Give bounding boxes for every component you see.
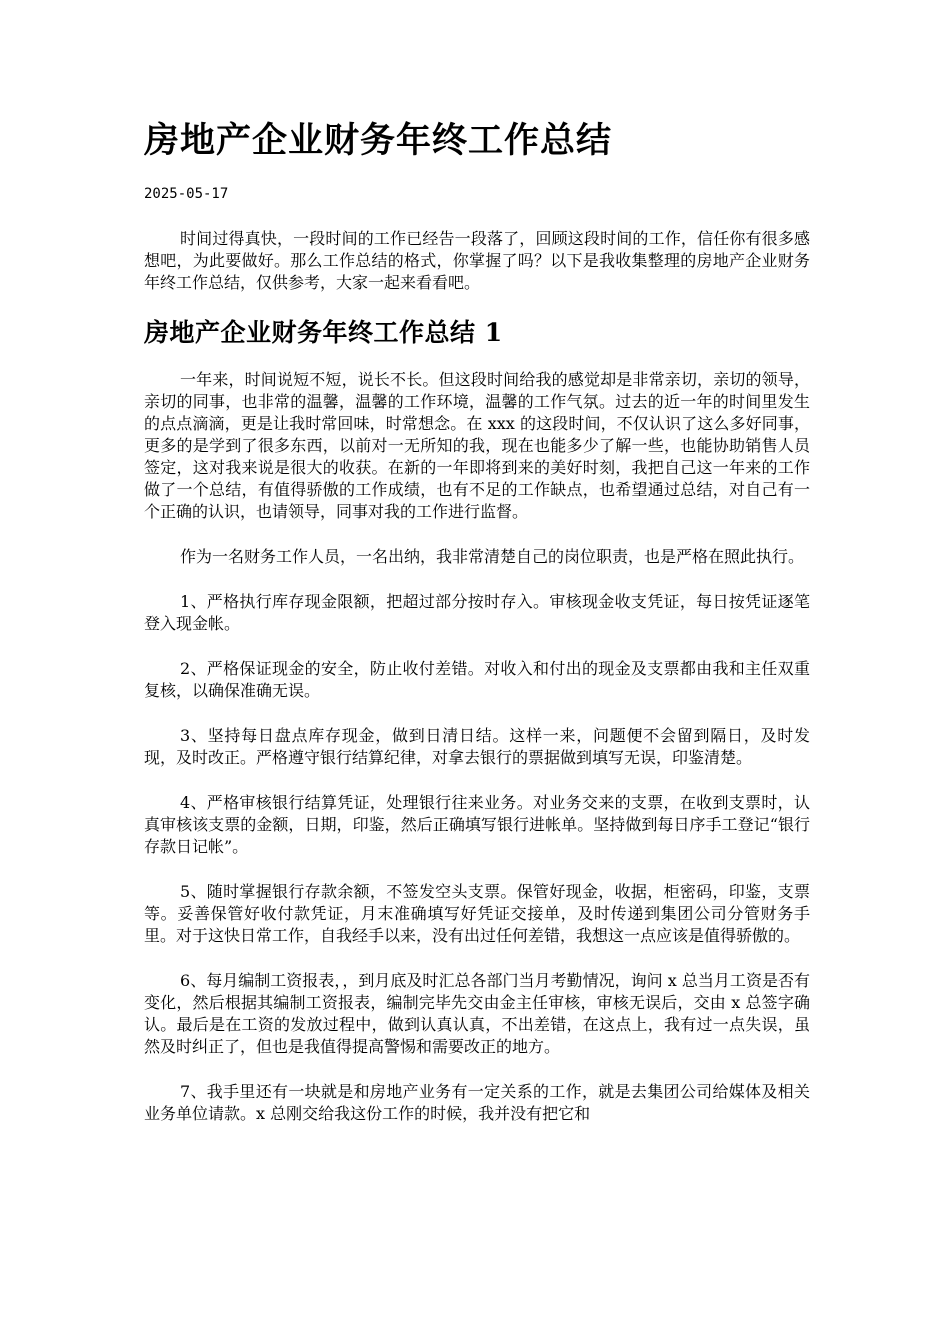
list-item-paragraph: 6、每月编制工资报表，，到月底及时汇总各部门当月考勤情况，询问 x 总当月工资是否有变化，然后根据其编制工资报表，编制完毕先交由金主任审核，审核无误后，交由 x 总签字确认。最后是在工资的发放过程中，做到认真认真，不出差错，在这点上，我有过一点失误，虽然及时纠正了，但也是我值得提高警惕和需要改正的地方。 bbox=[144, 971, 810, 1056]
list-item-paragraph: 1、严格执行库存现金限额，把超过部分按时存入。审核现金收支凭证，每日按凭证逐笔登入现金帐。 bbox=[144, 592, 810, 633]
list-item-paragraph: 4、严格审核银行结算凭证，处理银行往来业务。对业务交来的支票，在收到支票时，认真审核该支票的金额，日期，印鉴，然后正确填写银行进帐单。坚持做到每日序手工登记“银行存款日记帐”。 bbox=[144, 793, 810, 856]
list-item-paragraph: 3、坚持每日盘点库存现金，做到日清日结。这样一来，问题便不会留到隔日，及时发现，及时改正。严格遵守银行结算纪律，对拿去银行的票据做到填写无误，印鉴清楚。 bbox=[144, 726, 810, 767]
list-item-paragraph: 7、我手里还有一块就是和房地产业务有一定关系的工作，就是去集团公司给媒体及相关业务单位请款。x 总刚交给我这份工作的时候，我并没有把它和 bbox=[144, 1082, 810, 1123]
intro-paragraph: 时间过得真快，一段时间的工作已经告一段落了，回顾这段时间的工作，信任你有很多感想吧，为此要做好。那么工作总结的格式，你掌握了吗？以下是我收集整理的房地产企业财务年终工作总结，仅供参考，大家一起来看看吧。 bbox=[144, 229, 810, 292]
list-item-paragraph: 5、随时掌握银行存款余额，不签发空头支票。保管好现金，收据，柜密码，印鉴，支票等。妥善保管好收付款凭证，月末准确填写好凭证交接单，及时传递到集团公司分管财务手里。对于这快日常工作，自我经手以来，没有出过任何差错，我想这一点应该是值得骄傲的。 bbox=[144, 882, 810, 945]
paragraph: 一年来，时间说短不短，说长不长。但这段时间给我的感觉却是非常亲切，亲切的领导，亲切的同事，也非常的温馨，温馨的工作环境，温馨的工作气氛。过去的近一年的时间里发生的点点滴滴，更是让我时常回味，时常想念。在 xxx 的这段时间，不仅认识了这么多好同事，更多的是学到了很多东西，以前对一无所知的我，现在也能多少了解一些，也能协助销售人员签定，这对我来说是很大的收获。在新的一年即将到来的美好时刻，我把自己这一年来的工作做了一个总结，有值得骄傲的工作成绩，也有不足的工作缺点，也希望通过总结，对自己有一个正确的认识，也请领导，同事对我的工作进行监督。 bbox=[144, 370, 810, 521]
section-body bbox=[144, 369, 810, 1148]
paragraph: 作为一名财务工作人员，一名出纳，我非常清楚自己的岗位职责，也是严格在照此执行。 bbox=[180, 547, 805, 566]
document-date: 2025-05-17 bbox=[144, 186, 229, 202]
intro-block bbox=[144, 228, 810, 317]
section-heading: 房地产企业财务年终工作总结 1 bbox=[144, 318, 503, 347]
document-title: 房地产企业财务年终工作总结 bbox=[144, 120, 613, 161]
list-item-paragraph: 2、严格保证现金的安全，防止收付差错。对收入和付出的现金及支票都由我和主任双重复核，以确保准确无误。 bbox=[144, 659, 810, 700]
